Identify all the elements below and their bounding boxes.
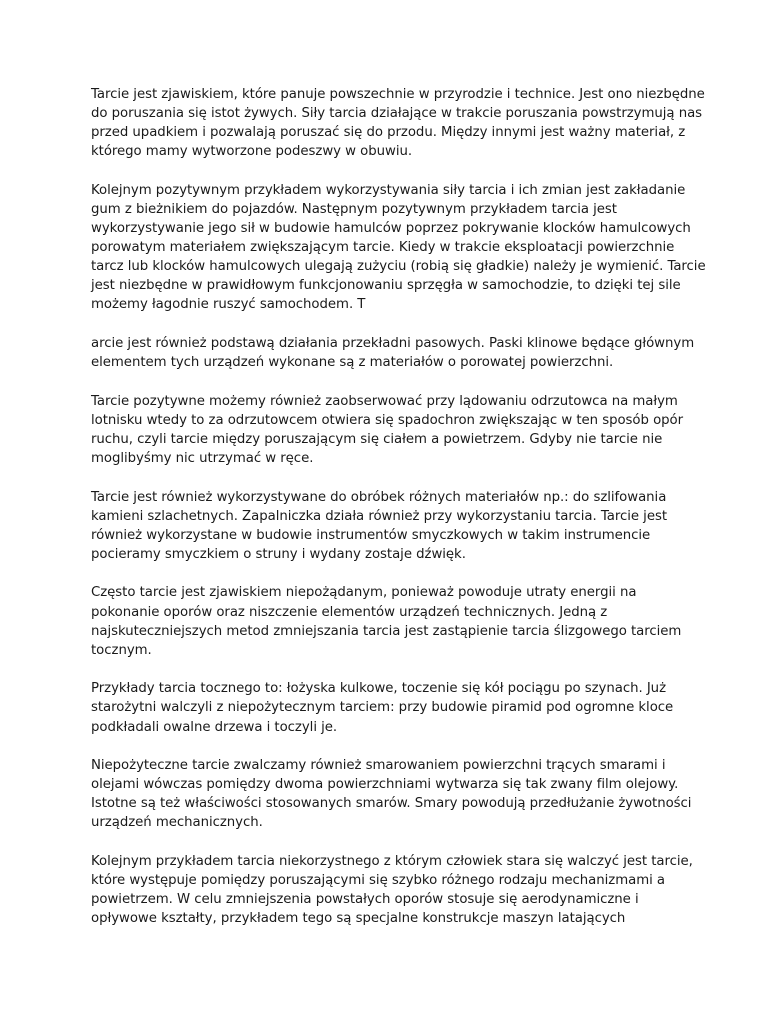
text-line: Istotne są też właściwości stosowanych smarów. Smary powodują przedłużanie żywotności <box>91 796 692 812</box>
text-line: podkładali owalne drzewa i toczyli je. <box>91 719 338 735</box>
text-line: którego mamy wytworzone podeszwy w obuwiu. <box>91 144 413 160</box>
text-line: porowatym materiałem zwiększającym tarcie. Kiedy w trakcie eksploatacji powierzchnie <box>91 240 675 256</box>
text-line: kamieni szlachetnych. Zapalniczka działa również przy wykorzystaniu tarcia. Tarcie jest <box>91 508 667 524</box>
text-line: powietrzem. W celu zmniejszenia powstałych oporów stosuje się aerodynamiczne i <box>91 892 639 908</box>
text-line: olejami wówczas pomiędzy dwoma powierzchniami wytwarza się tak zwany film olejowy. <box>91 777 679 793</box>
paragraph <box>91 392 691 468</box>
text-line: Często tarcie jest zjawiskiem niepożądanym, ponieważ powoduje utraty energii na <box>91 585 637 601</box>
text-line: starożytni walczyli z niepożytecznym tarciem: przy budowie piramid pod ogromne kloce <box>91 700 674 716</box>
paragraph <box>91 181 706 315</box>
text-line: gum z bieżnikiem do pojazdów. Następnym pozytywnym przykładem tarcia jest <box>91 201 617 217</box>
paragraph <box>91 85 705 161</box>
text-line: lotnisku wtedy to za odrzutowcem otwiera się spadochron zwiększając w ten sposób opór <box>91 412 684 428</box>
text-line: najskuteczniejszych metod zmniejszania tarcia jest zastąpienie tarcia ślizgowego tarciem <box>91 623 682 639</box>
text-line: Tarcie jest również wykorzystywane do obróbek różnych materiałów np.: do szlifowania <box>91 489 667 505</box>
text-line: Niepożyteczne tarcie zwalczamy również smarowaniem powierzchni trących smarami i <box>91 758 666 774</box>
text-line: Przykłady tarcia tocznego to: łożyska kulkowe, toczenie się kół pociągu po szynach. Już <box>91 681 666 697</box>
text-line: możemy łagodnie ruszyć samochodem. T <box>91 297 366 313</box>
text-line: do poruszania się istot żywych. Siły tarcia działające w trakcie poruszania powstrzymują nas <box>91 106 703 122</box>
text-line: urządzeń mechanicznych. <box>91 815 263 831</box>
text-line: moglibyśmy nic utrzymać w ręce. <box>91 451 314 466</box>
document-body <box>91 85 706 948</box>
text-line: opływowe kształty, przykładem tego są specjalne konstrukcje maszyn latających <box>91 911 626 927</box>
text-line: pokonanie oporów oraz niszczenie elementów urządzeń technicznych. Jedną z <box>91 604 608 620</box>
text-line: arcie jest również podstawą działania przekładni pasowych. Paski klinowe będące głównym <box>91 336 695 352</box>
text-line: przed upadkiem i pozwalają poruszać się do przodu. Między innymi jest ważny materiał, z <box>91 125 686 141</box>
text-line: ruchu, czyli tarcie między poruszającym się ciałem a powietrzem. Gdyby nie tarcie nie <box>91 431 663 447</box>
paragraph <box>91 334 695 372</box>
text-line: Kolejnym pozytywnym przykładem wykorzystywania siły tarcia i ich zmian jest zakładanie <box>91 182 686 198</box>
text-line: tocznym. <box>91 642 152 658</box>
text-line: Kolejnym przykładem tarcia niekorzystnego z którym człowiek stara się walczyć jest tarcie, <box>91 854 693 869</box>
paragraph <box>91 756 691 832</box>
paragraph <box>91 852 691 928</box>
paragraph <box>91 583 691 659</box>
text-line: jest niezbędne w prawidłowym funkcjonowaniu sprzęgła w samochodzie, to dzięki tej sile <box>91 278 681 294</box>
text-line: elementem tych urządzeń wykonane są z materiałów o porowatej powierzchni. <box>91 355 614 371</box>
text-line: wykorzystywanie jego sił w budowie hamulców poprzez pokrywanie klocków hamulcowych <box>91 221 691 237</box>
text-line: tarcz lub klocków hamulcowych ulegają zużyciu (robią się gładkie) należy je wymienić. Tarcie <box>91 259 706 275</box>
paragraph <box>91 679 691 736</box>
text-line: pocieramy smyczkiem o struny i wydany zostaje dźwięk. <box>91 546 466 562</box>
text-line: Tarcie jest zjawiskiem, które panuje powszechnie w przyrodzie i technice. Jest ono niezbędne <box>91 87 705 102</box>
text-line: Tarcie pozytywne możemy również zaobserwować przy lądowaniu odrzutowca na małym <box>91 393 678 409</box>
text-line: również wykorzystane w budowie instrumentów smyczkowych w takim instrumencie <box>91 527 651 543</box>
paragraph <box>91 488 691 564</box>
text-line: które występuje pomiędzy poruszającymi się szybko różnego rodzaju mechanizmami a <box>91 873 666 889</box>
